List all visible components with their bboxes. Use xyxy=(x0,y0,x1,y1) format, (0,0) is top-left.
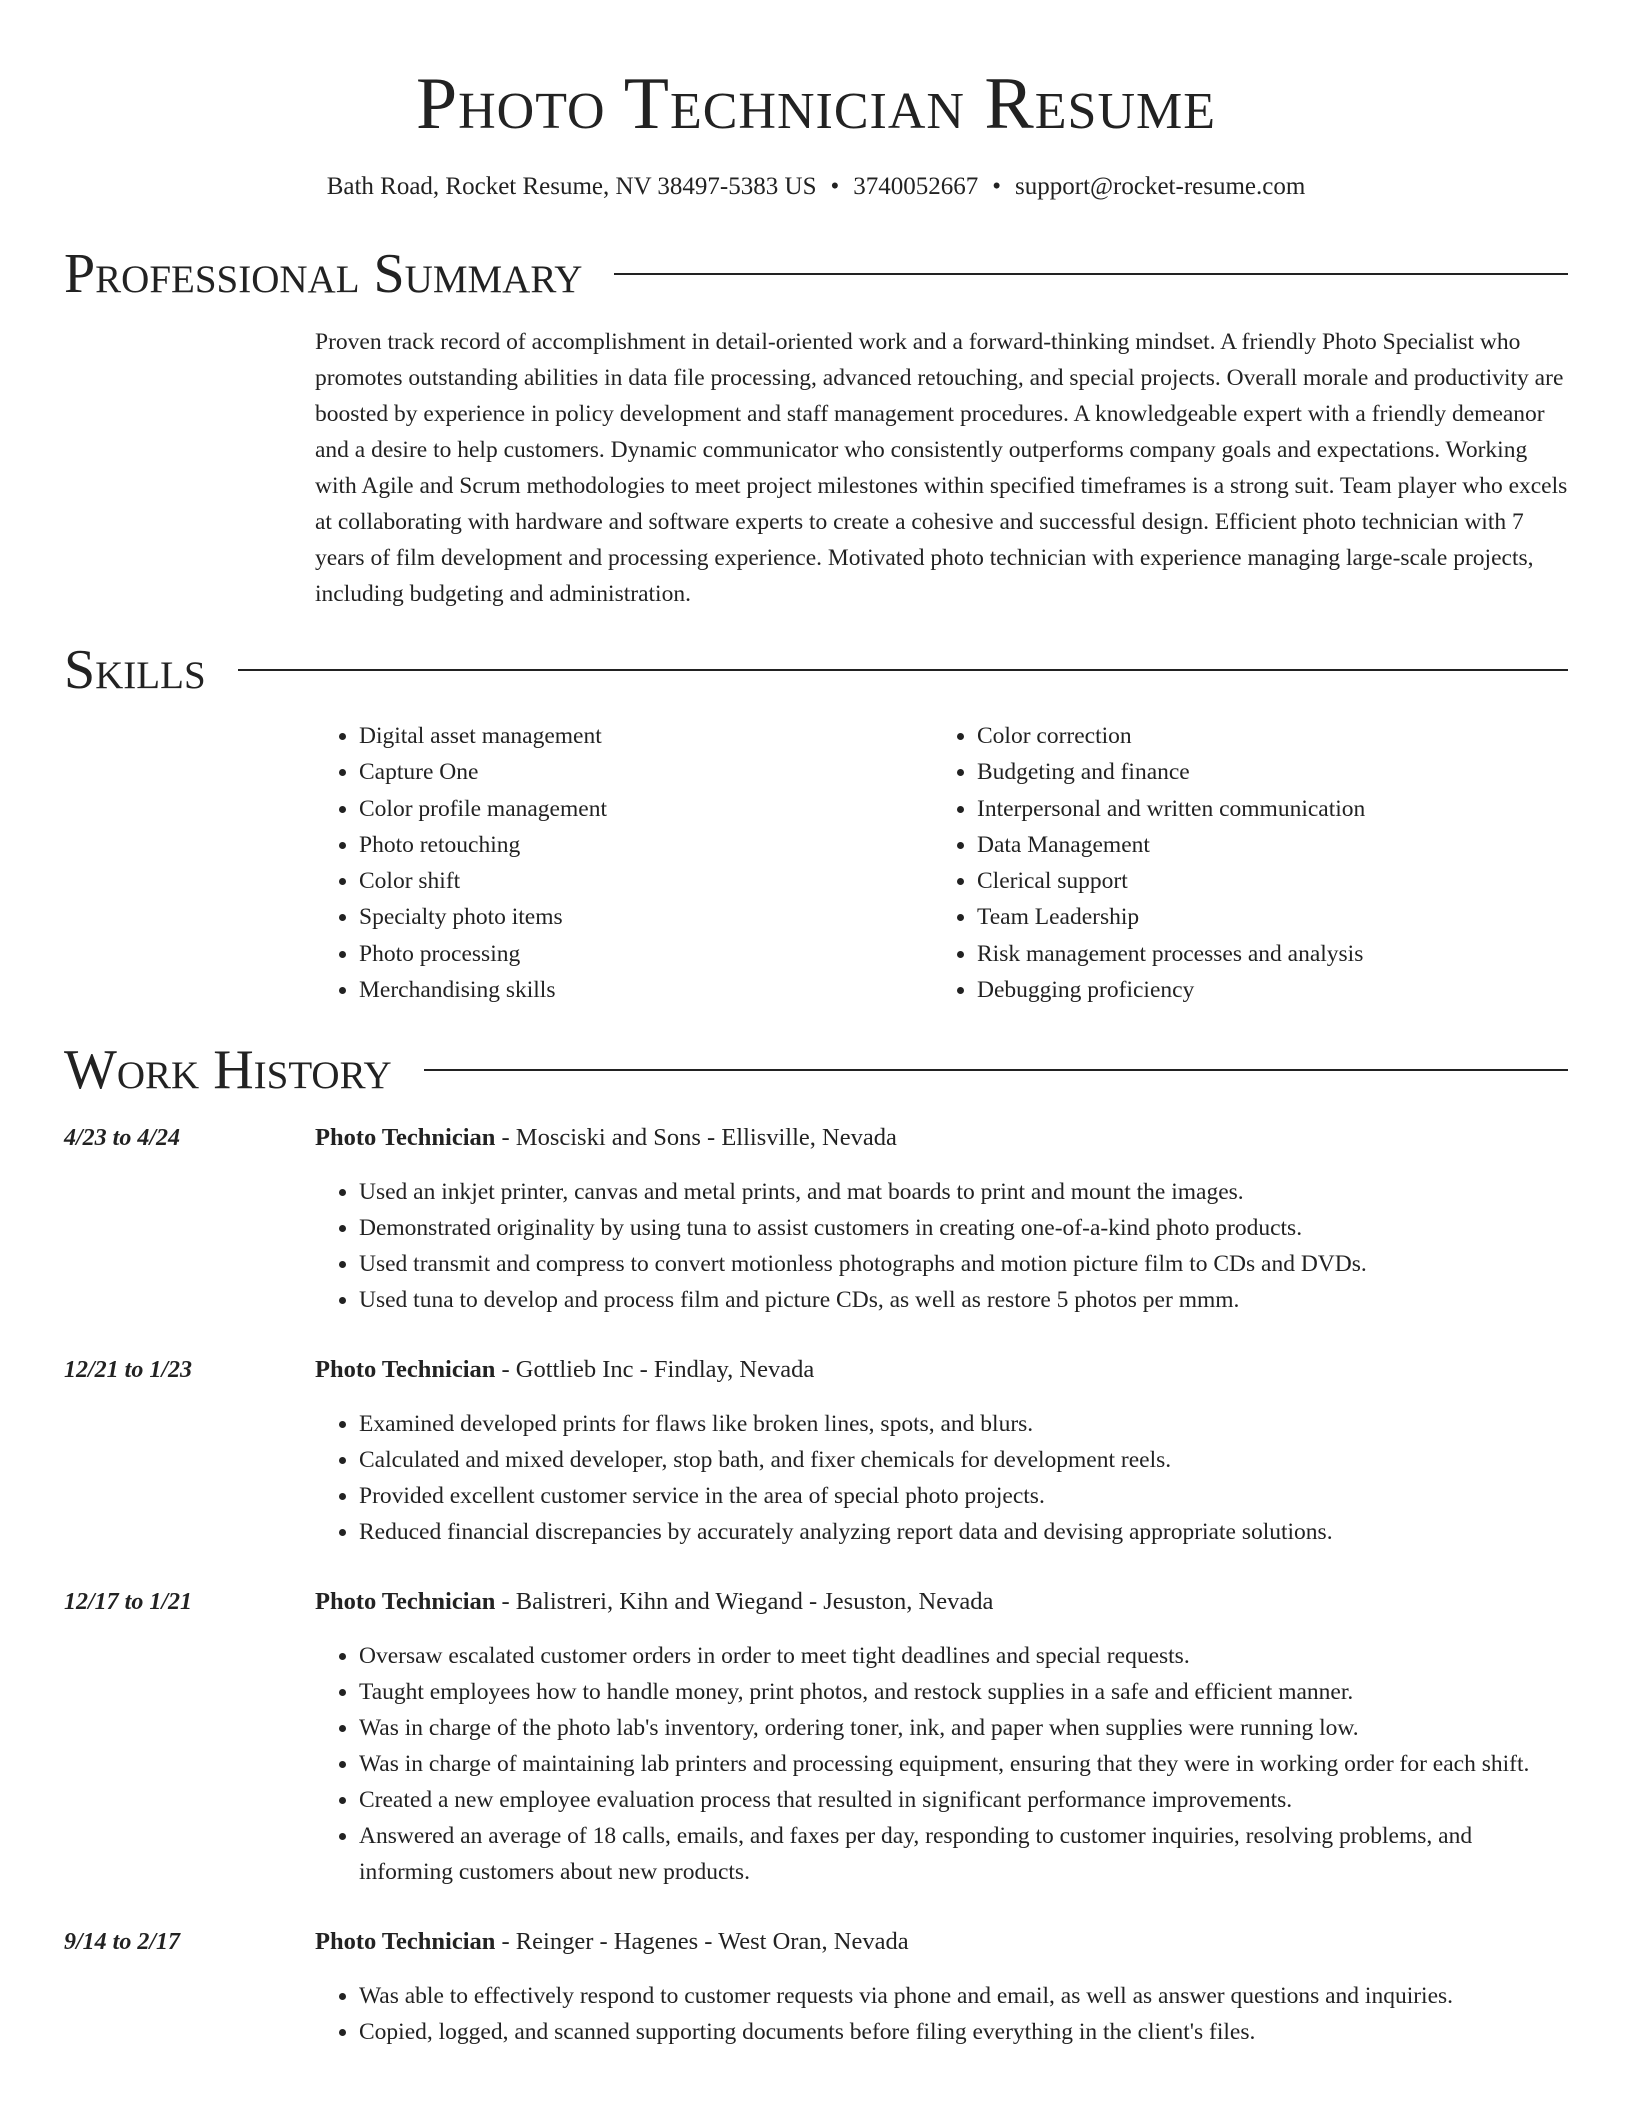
contact-address: Bath Road, Rocket Resume, NV 38497-5383 US xyxy=(326,173,817,200)
skill-item: • Color profile management xyxy=(359,791,933,827)
job-bullet: • Taught employees how to handle money, print photos, and restock supplies in a safe and efficient manner. xyxy=(359,1674,1568,1710)
skill-item: • Capture One xyxy=(359,754,933,790)
skill-item: • Digital asset management xyxy=(359,718,933,754)
job-body xyxy=(315,1584,1568,1890)
job-bullets xyxy=(315,1174,1568,1318)
skill-item: • Budgeting and finance xyxy=(977,754,1365,790)
skills-column-left xyxy=(315,718,933,1008)
job-entry xyxy=(64,1120,1568,1318)
job-bullet: • Used an inkjet printer, canvas and metal prints, and mat boards to print and mount the images. xyxy=(359,1174,1568,1210)
skill-item: • Merchandising skills xyxy=(359,972,933,1008)
job-title-line xyxy=(315,1120,1568,1156)
skill-item: • Specialty photo items xyxy=(359,899,933,935)
skill-item: • Photo retouching xyxy=(359,827,933,863)
job-bullets xyxy=(315,1978,1568,2050)
contact-phone: 3740052667 xyxy=(853,173,979,200)
job-bullet: • Oversaw escalated customer orders in order to meet tight deadlines and special requests. xyxy=(359,1638,1568,1674)
job-title: Photo Technician xyxy=(315,1928,496,1956)
job-title-line xyxy=(315,1352,1568,1388)
job-bullet: • Was in charge of the photo lab's inventory, ordering toner, ink, and paper when supplies were running low. xyxy=(359,1710,1568,1746)
work-heading: Work History xyxy=(64,1039,392,1102)
contact-email: support@rocket-resume.com xyxy=(1015,173,1306,200)
job-title: Photo Technician xyxy=(315,1588,496,1616)
work-section-heading xyxy=(64,1038,1568,1102)
job-body xyxy=(315,1924,1568,2050)
job-bullet: • Calculated and mixed developer, stop bath, and fixer chemicals for development reels. xyxy=(359,1442,1568,1478)
resume-title: Photo Technician Resume xyxy=(415,63,1217,145)
section-divider xyxy=(424,1069,1568,1071)
job-bullet: • Answered an average of 18 calls, emails, and faxes per day, responding to customer inquiries, resolving problems, and informing customers about new products. xyxy=(359,1818,1568,1890)
skill-item: • Interpersonal and written communication xyxy=(977,791,1365,827)
job-entry xyxy=(64,1924,1568,2050)
resume-page xyxy=(64,0,1568,2050)
job-title-line xyxy=(315,1924,1568,1960)
skills-heading: Skills xyxy=(64,639,206,701)
job-bullets xyxy=(315,1406,1568,1550)
job-title-line xyxy=(315,1584,1568,1620)
job-employer: - Gottlieb Inc - Findlay, Nevada xyxy=(495,1356,815,1384)
skill-item: • Color correction xyxy=(977,718,1365,754)
job-employer: - Mosciski and Sons - Ellisville, Nevada xyxy=(495,1124,897,1152)
section-divider xyxy=(614,273,1568,275)
job-dates: 4/23 to 4/24 xyxy=(64,1125,181,1152)
job-bullet: • Created a new employee evaluation process that resulted in significant performance improvements. xyxy=(359,1782,1568,1818)
job-employer: - Reinger - Hagenes - West Oran, Nevada xyxy=(495,1928,909,1956)
skill-item: • Team Leadership xyxy=(977,899,1365,935)
skill-item: • Clerical support xyxy=(977,863,1365,899)
job-bullet: • Used tuna to develop and process film and picture CDs, as well as restore 5 photos per mmm. xyxy=(359,1282,1568,1318)
job-employer: - Balistreri, Kihn and Wiegand - Jesuston, Nevada xyxy=(495,1588,994,1616)
skills-list xyxy=(315,718,1568,1008)
job-entry xyxy=(64,1352,1568,1550)
job-body xyxy=(315,1352,1568,1550)
contact-separator: • xyxy=(992,173,1002,200)
job-bullet: • Was able to effectively respond to customer requests via phone and email, as well as answer questions and inquiries. xyxy=(359,1978,1568,2014)
job-entry xyxy=(64,1584,1568,1890)
skill-item: • Data Management xyxy=(977,827,1365,863)
skill-item: • Photo processing xyxy=(359,936,933,972)
skill-item: • Risk management processes and analysis xyxy=(977,936,1365,972)
contact-line xyxy=(64,170,1568,204)
summary-text: Proven track record of accomplishment in detail-oriented work and a forward-thinking mindset. A friendly Photo Specialist who promotes outstanding abilities in data file processing, advanced retouching, and special projects. Overall morale and productivity are boosted by experience in policy development and staff management procedures. A knowledgeable expert with a friendly demeanor and a desire to help customers. Dynamic communicator who consistently outperforms company goals and expectations. Working with Agile and Scrum methodologies to meet project milestones within specified timeframes is a strong suit. Team player who excels at collaborating with hardware and software experts to create a cohesive and successful design. Efficient photo technician with 7 years of film development and processing experience. Motivated photo technician with experience managing large-scale projects, including budgeting and administration. xyxy=(315,329,1568,607)
job-bullet: • Demonstrated originality by using tuna to assist customers in creating one-of-a-kind photo products. xyxy=(359,1210,1568,1246)
job-dates: 12/17 to 1/21 xyxy=(64,1589,193,1616)
skill-item: • Debugging proficiency xyxy=(977,972,1365,1008)
section-divider xyxy=(238,669,1568,671)
summary-section-heading xyxy=(64,242,1568,306)
job-bullet: • Used transmit and compress to convert motionless photographs and motion picture film to CDs and DVDs. xyxy=(359,1246,1568,1282)
skill-item: • Color shift xyxy=(359,863,933,899)
job-bullet: • Copied, logged, and scanned supporting documents before filing everything in the client's files. xyxy=(359,2014,1568,2050)
skills-section-heading xyxy=(64,638,1568,702)
job-bullets xyxy=(315,1638,1568,1890)
job-dates: 12/21 to 1/23 xyxy=(64,1357,193,1384)
skills-column-right xyxy=(933,718,1365,1008)
summary-heading: Professional Summary xyxy=(64,243,583,305)
contact-separator: • xyxy=(830,173,840,200)
job-dates: 9/14 to 2/17 xyxy=(64,1929,181,1956)
job-title: Photo Technician xyxy=(315,1356,496,1384)
job-title: Photo Technician xyxy=(315,1124,496,1152)
job-body xyxy=(315,1120,1568,1318)
job-bullet: • Provided excellent customer service in the area of special photo projects. xyxy=(359,1478,1568,1514)
job-bullet: • Examined developed prints for flaws like broken lines, spots, and blurs. xyxy=(359,1406,1568,1442)
job-bullet: • Reduced financial discrepancies by accurately analyzing report data and devising appropriate solutions. xyxy=(359,1514,1568,1550)
job-bullet: • Was in charge of maintaining lab printers and processing equipment, ensuring that they were in working order for each shift. xyxy=(359,1746,1568,1782)
